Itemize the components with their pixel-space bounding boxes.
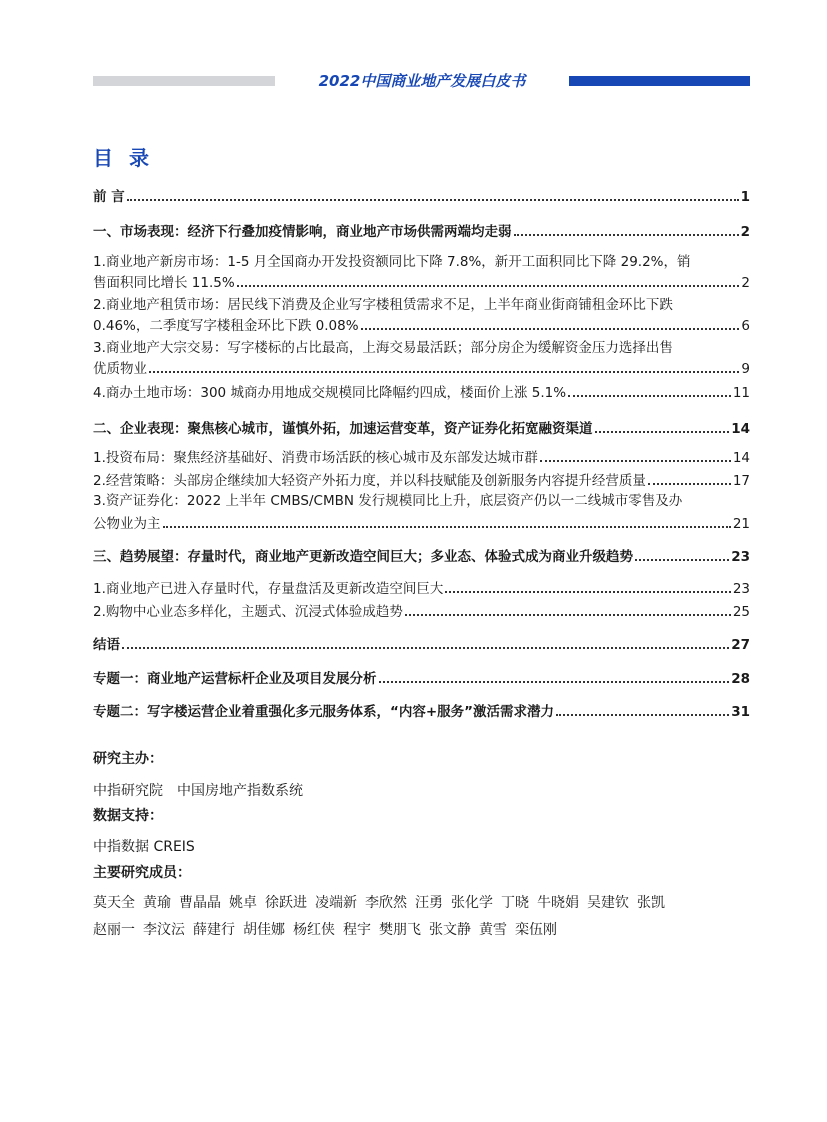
member-name: 张化学 [451, 895, 493, 911]
dot-leader [445, 591, 730, 593]
dot-leader [556, 714, 729, 716]
toc-entry-1-4[interactable] [93, 380, 750, 402]
toc-entry-label: 优质物业 [93, 361, 147, 377]
dot-leader [361, 328, 740, 330]
data-support-label: 数据支持： [93, 808, 163, 824]
member-name: 凌端新 [315, 895, 357, 911]
header-bar-right [569, 76, 750, 86]
toc-entry-1-3[interactable] [93, 356, 750, 378]
dot-leader [568, 395, 731, 397]
toc-page-number: 1 [740, 189, 750, 205]
toc-page-number: 14 [732, 450, 750, 466]
toc-entry-label: 1.投资布局：聚焦经济基础好、消费市场活跃的核心城市及东部发达城市群 [93, 450, 538, 466]
toc-page-number: 14 [731, 421, 750, 437]
toc-entry-label: 前 言 [93, 189, 125, 205]
members-label: 主要研究成员： [93, 865, 191, 881]
member-name: 赵丽一 [93, 922, 135, 938]
toc-page-number: 9 [741, 361, 750, 377]
dot-leader [405, 614, 731, 616]
toc-page-number: 11 [732, 385, 750, 401]
member-name: 徐跃进 [265, 895, 307, 911]
toc-entry-label: 0.46%，二季度写字楼租金环比下跌 0.08% [93, 318, 359, 334]
toc-entry-label: 结语 [93, 637, 120, 653]
dot-leader [540, 460, 731, 462]
toc-page-number: 23 [731, 549, 750, 565]
toc-page-number: 28 [731, 671, 750, 687]
member-name: 姚卓 [229, 895, 257, 911]
toc-page-number: 23 [732, 581, 750, 597]
dot-leader [127, 199, 739, 201]
sponsor-value: 中指研究院 中国房地产指数系统 [93, 783, 303, 799]
toc-entry-label: 4.商办土地市场：300 城商办用地成交规模同比降幅约四成，楼面价上涨 5.1% [93, 385, 567, 401]
toc-entry-chapter-2[interactable] [93, 416, 750, 438]
toc-entry-chapter-3[interactable] [93, 544, 750, 566]
toc-entry-topic-2[interactable] [93, 699, 750, 721]
toc-entry-label: 1.商业地产已进入存量时代，存量盘活及更新改造空间巨大 [93, 581, 444, 597]
toc-entry-1-2[interactable] [93, 313, 750, 335]
member-name: 栾伍刚 [515, 922, 557, 938]
toc-entry-conclusion[interactable] [93, 632, 750, 654]
member-name: 黄雪 [479, 922, 507, 938]
data-support-value: 中指数据 CREIS [93, 839, 195, 855]
toc-page-number: 6 [741, 318, 750, 334]
dot-leader [379, 681, 730, 683]
dot-leader [122, 647, 729, 649]
toc-entry-3-1[interactable] [93, 576, 750, 598]
member-name: 丁晓 [501, 895, 529, 911]
member-name: 杨红侠 [293, 922, 335, 938]
toc-entry-label: 2.经营策略：头部房企继续加大轻资产外拓力度，并以科技赋能及创新服务内容提升经营质量 [93, 473, 646, 489]
dot-leader [149, 371, 739, 373]
member-name: 吴建钦 [587, 895, 629, 911]
toc-entry-label: 一、市场表现：经济下行叠加疫情影响，商业地产市场供需两端均走弱 [93, 224, 512, 240]
member-name: 樊朋飞 [379, 922, 421, 938]
document-title: 2022中国商业地产发展白皮书 [318, 72, 526, 90]
dot-leader [635, 559, 729, 561]
toc-entry-label: 公物业为主 [93, 516, 161, 532]
toc-entry-1-3-line1[interactable]: 3.商业地产大宗交易：写字楼标的占比最高，上海交易最活跃；部分房企为缓解资金压力选择出售 [93, 340, 673, 356]
toc-entry-1-1[interactable] [93, 270, 750, 292]
member-name: 黄瑜 [143, 895, 171, 911]
toc-entry-label: 专题二：写字楼运营企业着重强化多元服务体系，“内容+服务”激活需求潜力 [93, 704, 555, 720]
toc-entry-1-2-line1[interactable]: 2.商业地产租赁市场：居民线下消费及企业写字楼租赁需求不足，上半年商业街商铺租金环比下跌 [93, 297, 673, 313]
toc-entry-label: 2.购物中心业态多样化，主题式、沉浸式体验成趋势 [93, 604, 403, 620]
toc-entry-label: 三、趋势展望：存量时代，商业地产更新改造空间巨大；多业态、体验式成为商业升级趋势 [93, 549, 633, 565]
toc-entry-2-3-line1[interactable]: 3.资产证券化：2022 上半年 CMBS/CMBN 发行规模同比上升，底层资产仍以一二线城市零售及办 [93, 493, 683, 509]
toc-entry-label: 售面积同比增长 11.5% [93, 275, 235, 291]
member-name: 曹晶晶 [179, 895, 221, 911]
toc-page-number: 25 [732, 604, 750, 620]
toc-entry-chapter-1[interactable] [93, 219, 750, 241]
toc-page-number: 2 [741, 275, 750, 291]
members-row-2 [93, 919, 557, 939]
member-name: 薛建行 [193, 922, 235, 938]
member-name: 李汶沄 [143, 922, 185, 938]
member-name: 张文静 [429, 922, 471, 938]
toc-page-number: 21 [732, 516, 750, 532]
member-name: 莫天全 [93, 895, 135, 911]
header-bar-left [93, 76, 275, 86]
toc-heading: 目录 [93, 146, 165, 170]
dot-leader [163, 526, 731, 528]
member-name: 程宇 [343, 922, 371, 938]
toc-entry-3-2[interactable] [93, 599, 750, 621]
member-name: 胡佳娜 [243, 922, 285, 938]
toc-entry-preface[interactable] [93, 184, 750, 206]
toc-entry-2-1[interactable] [93, 445, 750, 467]
dot-leader [648, 483, 731, 485]
member-name: 汪勇 [415, 895, 443, 911]
member-name: 牛晓娟 [537, 895, 579, 911]
toc-page-number: 17 [732, 473, 750, 489]
toc-page-number: 27 [731, 637, 750, 653]
toc-entry-2-2[interactable] [93, 468, 750, 490]
toc-entry-label: 二、企业表现：聚焦核心城市，谨慎外拓，加速运营变革，资产证券化拓宽融资渠道 [93, 421, 593, 437]
toc-entry-topic-1[interactable] [93, 666, 750, 688]
toc-entry-2-3[interactable] [93, 511, 750, 533]
toc-page-number: 31 [731, 704, 750, 720]
toc-entry-label: 专题一：商业地产运营标杆企业及项目发展分析 [93, 671, 377, 687]
toc-entry-1-1-line1[interactable]: 1.商业地产新房市场：1-5 月全国商办开发投资额同比下降 7.8%，新开工面积同比下降 29.2%，销 [93, 254, 691, 270]
toc-page-number: 2 [740, 224, 750, 240]
member-name: 张凯 [637, 895, 665, 911]
sponsor-label: 研究主办： [93, 751, 163, 767]
members-row-1 [93, 892, 665, 912]
dot-leader [237, 285, 740, 287]
dot-leader [595, 431, 730, 433]
dot-leader [514, 234, 739, 236]
member-name: 李欣然 [365, 895, 407, 911]
